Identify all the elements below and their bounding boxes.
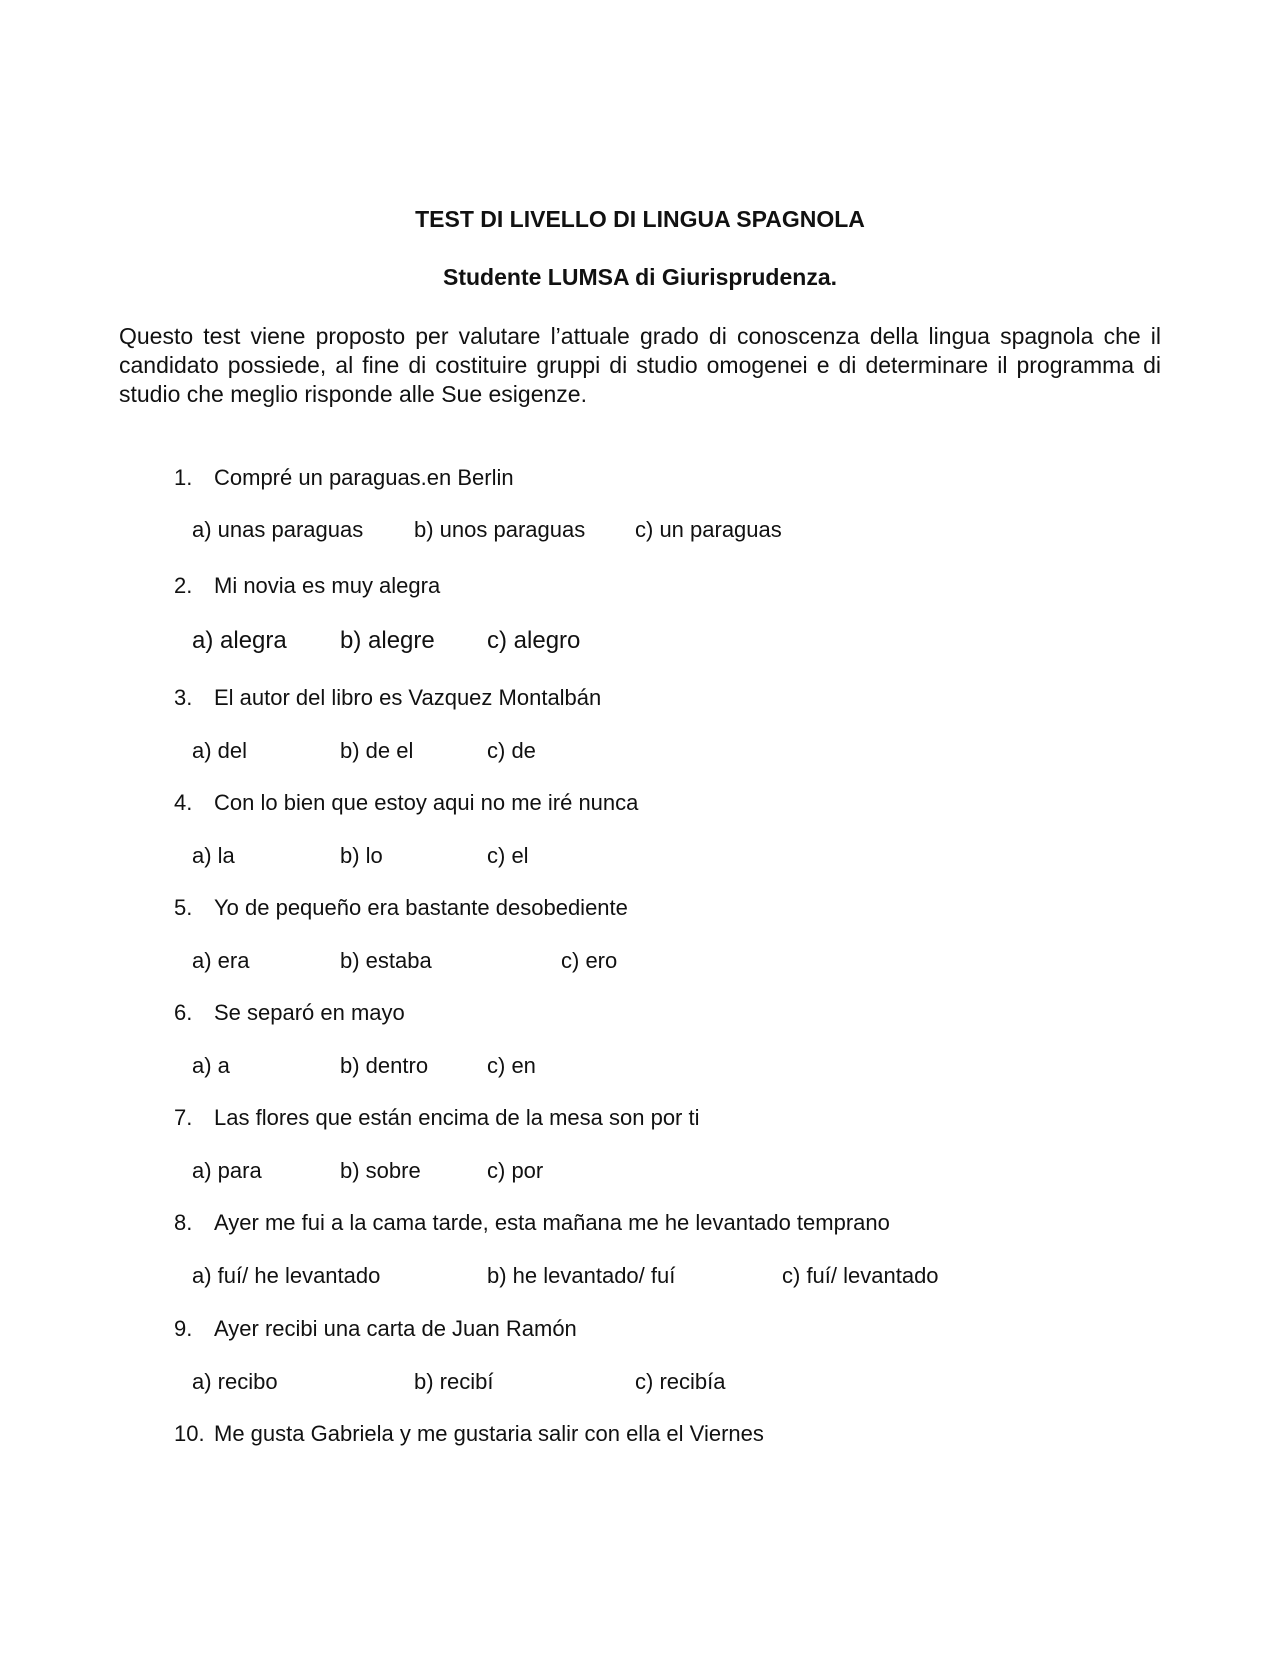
options-5 [192,947,1092,977]
option-c: c) recibía [635,1369,726,1394]
question-text: Me gusta Gabriela y me gustaria salir con ella el Viernes [214,1421,764,1446]
options-7 [192,1157,1092,1187]
question-2 [174,572,440,600]
option-b: b) sobre [340,1158,421,1183]
question-number: 8. [174,1210,193,1235]
option-b: b) he levantado/ fuí [487,1263,676,1288]
option-a: a) a [192,1053,230,1078]
option-c: c) por [487,1158,544,1183]
question-10 [174,1420,764,1448]
option-a: a) del [192,738,248,763]
option-c: c) de [487,738,536,763]
option-c: c) un paraguas [635,517,782,542]
question-text: Se separó en mayo [214,1000,405,1025]
question-4 [174,789,638,817]
option-b: b) dentro [340,1053,429,1078]
option-c: c) el [487,843,529,868]
option-a: a) era [192,948,250,973]
question-5 [174,894,628,922]
option-c: c) en [487,1053,536,1078]
options-3 [192,737,1092,767]
option-a: a) alegra [192,627,287,654]
question-text: Yo de pequeño era bastante desobediente [214,895,628,920]
option-a: a) fuí/ he levantado [192,1263,381,1288]
question-text: El autor del libro es Vazquez Montalbán [214,685,602,710]
option-b: b) estaba [340,948,432,973]
option-a: a) para [192,1158,262,1183]
options-2 [192,627,1092,657]
question-8 [174,1209,890,1237]
options-1 [192,516,1092,546]
question-text: Mi novia es muy alegra [214,573,441,598]
question-text: Ayer recibi una carta de Juan Ramón [214,1316,577,1341]
question-text: Ayer me fui a la cama tarde, esta mañana me he levantado temprano [214,1210,890,1235]
options-6 [192,1052,1092,1082]
option-c: c) fuí/ levantado [782,1263,939,1288]
document-title: TEST DI LIVELLO DI LINGUA SPAGNOLA [415,206,865,232]
question-number: 10. [174,1421,205,1446]
question-3 [174,684,601,712]
question-number: 6. [174,1000,193,1025]
intro-paragraph: Questo test viene proposto per valutare l’attuale grado di conoscenza della lingua spagnola che il candidato possiede, al fine di costituire gruppi di studio omogenei e di determinare il programma di studio che meglio risponde alle Sue esigenze. [119,323,1161,407]
question-9 [174,1315,577,1343]
question-7 [174,1104,700,1132]
option-a: a) unas paraguas [192,517,364,542]
question-text: Con lo bien que estoy aqui no me iré nunca [214,790,639,815]
question-number: 7. [174,1105,193,1130]
options-9 [192,1368,1092,1398]
option-c: c) alegro [487,627,581,654]
document-subtitle: Studente LUMSA di Giurisprudenza. [443,264,837,290]
question-number: 9. [174,1316,193,1341]
option-b: b) alegre [340,627,435,654]
question-text: Las flores que están encima de la mesa son por ti [214,1105,700,1130]
option-a: a) la [192,843,235,868]
option-a: a) recibo [192,1369,278,1394]
question-number: 5. [174,895,193,920]
question-1 [174,464,514,492]
option-b: b) de el [340,738,414,763]
question-number: 4. [174,790,193,815]
question-number: 3. [174,685,193,710]
options-8 [192,1262,1092,1292]
question-text: Compré un paraguas.en Berlin [214,465,514,490]
option-b: b) recibí [414,1369,494,1394]
option-c: c) ero [561,948,618,973]
question-number: 2. [174,573,193,598]
option-b: b) unos paraguas [414,517,586,542]
options-4 [192,842,1092,872]
option-b: b) lo [340,843,383,868]
question-number: 1. [174,465,193,490]
question-6 [174,999,405,1027]
